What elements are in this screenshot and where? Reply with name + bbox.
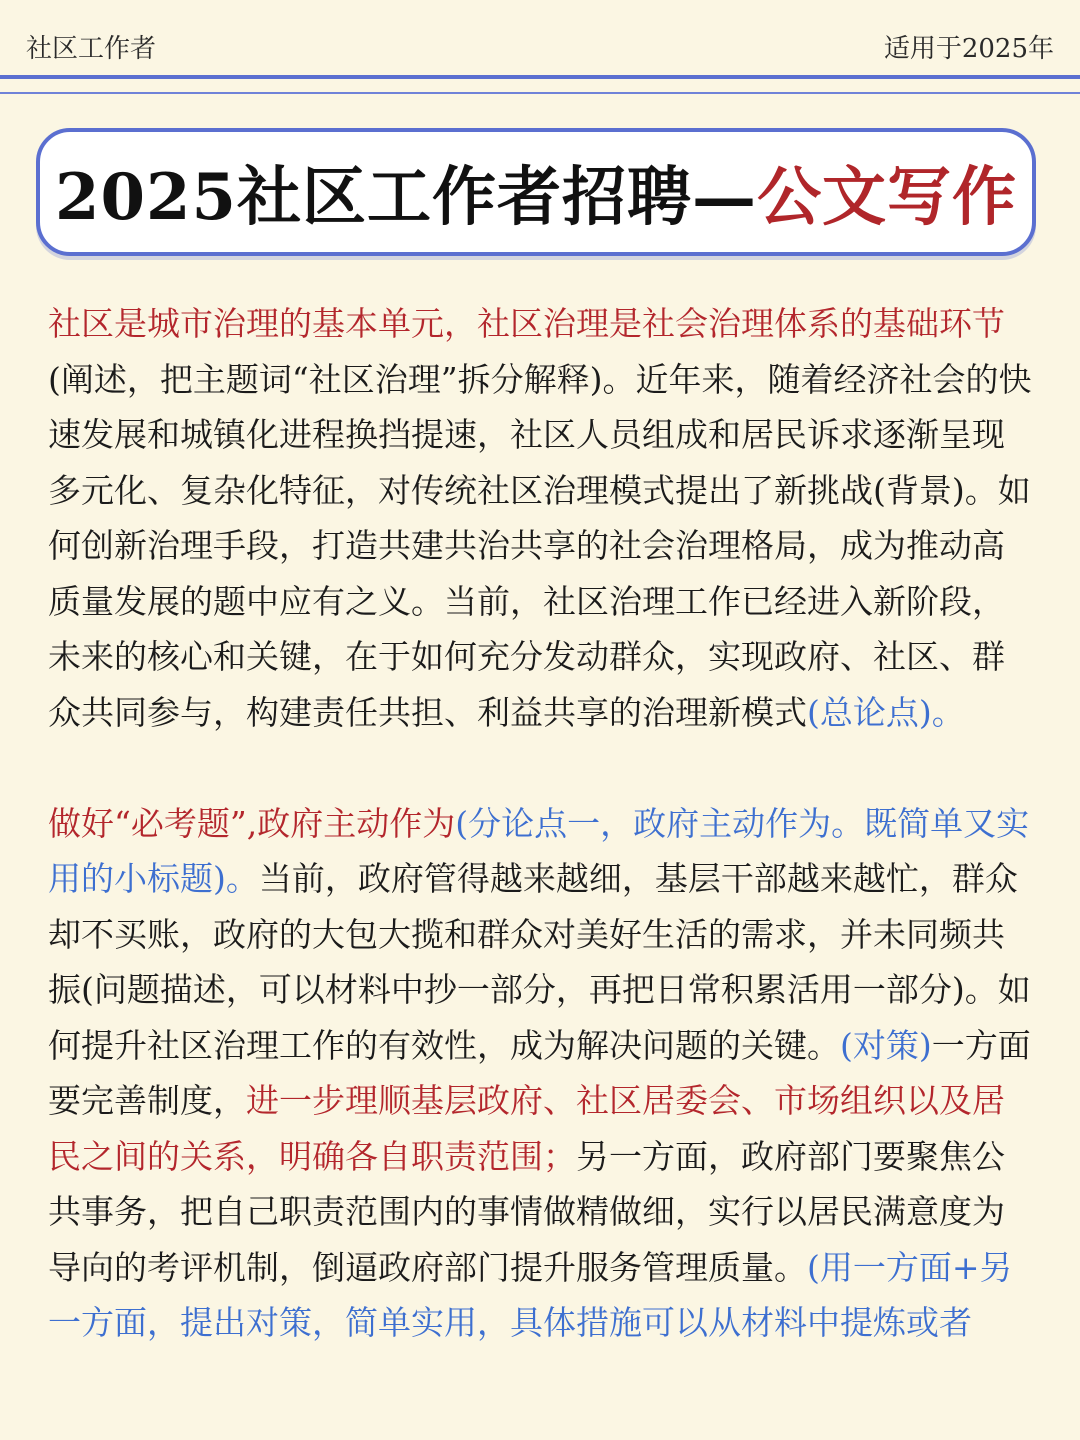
paragraph-point-one — [48, 796, 1036, 1351]
title-highlight: 公文写作 — [757, 160, 1018, 235]
header-divider-thin — [0, 92, 1080, 94]
countermeasure-lead: 一方面要完善制度， — [48, 1025, 1031, 1120]
countermeasure-annotation: (对策) — [840, 1025, 932, 1065]
intro-topic-sentence: 社区是城市治理的基本单元，社区治理是社会治理体系的基础环节 — [48, 304, 1005, 343]
countermeasure-body: 另一方面，政府部门要聚焦公共事务，把自己职责范围内的事情做精做细，实行以居民满意度为导向的考评机制，倒逼政府部门提升服务管理质量。 — [48, 1136, 1005, 1287]
countermeasure-highlight: 进一步理顺基层政府、社区居委会、市场组织以及居民之间的关系，明确各自职责范围； — [48, 1081, 1005, 1176]
paragraph-intro — [48, 296, 1036, 740]
year-label: 适用于2025年 — [883, 34, 1054, 64]
title-box — [36, 128, 1036, 256]
article-body — [48, 296, 1036, 1351]
point-one-heading: 做好“必考题”,政府主动作为 — [48, 803, 456, 843]
title-main: 2025社区工作者招聘— — [54, 160, 758, 235]
method-annotation: (用一方面+另一方面，提出对策，简单实用，具体措施可以从材料中提炼或者 — [48, 1247, 1013, 1342]
category-label: 社区工作者 — [26, 34, 157, 64]
point-one-annotation: (分论点一，政府主动作为。既简单又实用的小标题)。 — [48, 803, 1030, 898]
intro-annotation: (总论点)。 — [807, 692, 965, 732]
point-one-problem: 当前，政府管得越来越细，基层干部越来越忙，群众却不买账，政府的大包大揽和群众对美好生活的需求，并未同频共振(问题描述，可以材料中抄一部分，再把日常积累活用一部分)。如何提升社区治理工作的有效性，成为解决问题的关键。 — [48, 859, 1031, 1065]
top-bar — [0, 0, 1080, 74]
intro-body: (阐述，把主题词“社区治理”拆分解释)。近年来，随着经济社会的快速发展和城镇化进程换挡提速，社区人员组成和居民诉求逐渐呈现多元化、复杂化特征，对传统社区治理模式提出了新挑战(背景)。如何创新治理手段，打造共建共治共享的社会治理格局，成为推动高质量发展的题中应有之义。当前，社区治理工作已经进入新阶段，未来的核心和关键，在于如何充分发动群众，实现政府、社区、群众共同参与，构建责任共担、利益共享的治理新模式 — [48, 359, 1032, 732]
header-divider-thick — [0, 75, 1080, 79]
page-title — [55, 146, 1017, 238]
